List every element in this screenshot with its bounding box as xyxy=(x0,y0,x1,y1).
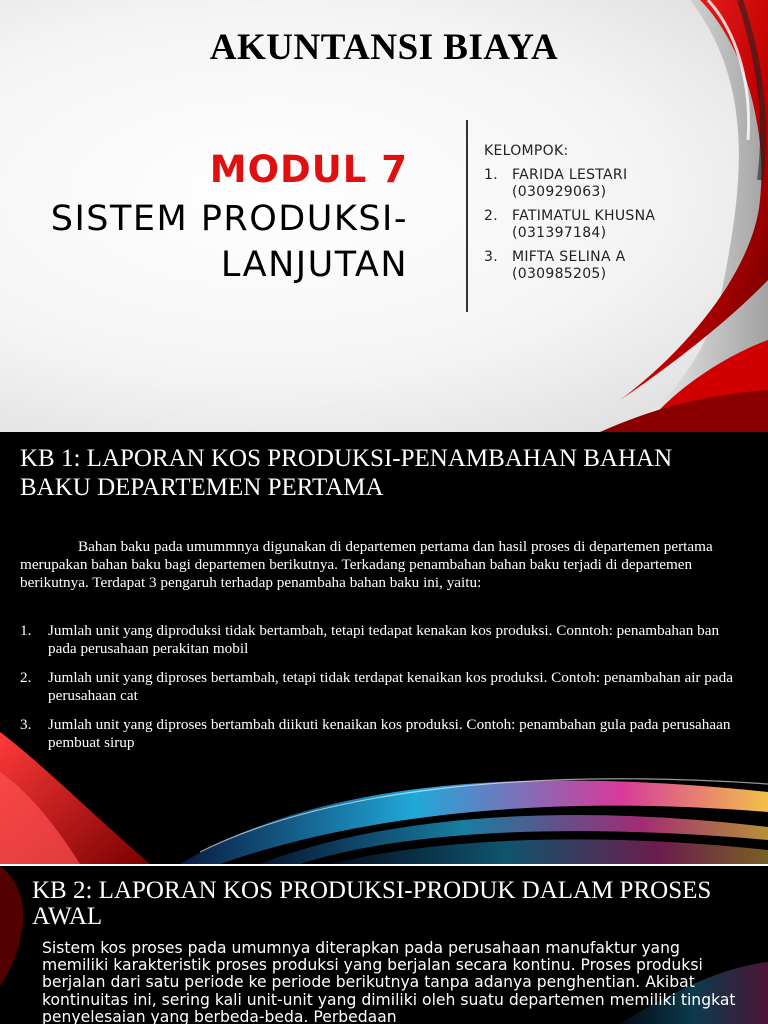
slide-kb1 xyxy=(0,432,768,864)
subtitle-line: SISTEM PRODUKSI- xyxy=(50,199,408,239)
member-name: FATIMATUL KHUSNA xyxy=(512,208,656,224)
member-text xyxy=(512,208,655,242)
member-item xyxy=(484,208,684,242)
member-id: (031397184) xyxy=(512,225,607,241)
member-text xyxy=(512,249,625,283)
member-item xyxy=(484,249,684,283)
list-number: 2. xyxy=(20,669,32,686)
member-number: 1. xyxy=(484,167,498,183)
member-text xyxy=(512,167,627,201)
course-title: AKUNTANSI BIAYA xyxy=(209,27,559,68)
effects-list xyxy=(20,622,748,763)
list-item xyxy=(20,716,748,752)
list-text: Jumlah unit yang diproses bertambah, tetapi tidak terdapat kenaikan kos produksi. Contoh: penambahan air pada perusahaan cat xyxy=(48,669,733,704)
slide-title xyxy=(0,0,768,432)
list-item xyxy=(20,669,748,705)
member-name: FARIDA LESTARI xyxy=(512,167,628,183)
member-id: (030985205) xyxy=(512,266,607,282)
group-members xyxy=(484,143,684,290)
list-text: Jumlah unit yang diproses bertambah diikuti kenaikan kos produksi. Contoh: penambahan gula pada perusahaan pembuat sirup xyxy=(48,716,731,751)
module-label: MODUL 7 xyxy=(209,148,408,191)
module-subtitle xyxy=(0,196,408,288)
intro-paragraph: Bahan baku pada umummnya digunakan di departemen pertama dan hasil proses di departemen pertama merupakan bahan baku bagi departemen berikutnya. Terkadang penambahan bahan baku terjadi di departemen berikutnya. Terdapat 3 pengaruh terhadap penambaha bahan baku ini, yaitu: xyxy=(20,538,713,591)
member-number: 2. xyxy=(484,208,498,224)
section-heading: KB 2: LAPORAN KOS PRODUKSI-PRODUK DALAM PROSES AWAL xyxy=(32,877,712,930)
subtitle-line: LANJUTAN xyxy=(220,245,408,285)
divider-line xyxy=(466,120,468,312)
member-item xyxy=(484,167,684,201)
list-number: 1. xyxy=(20,622,32,639)
slide-kb2 xyxy=(0,866,768,1024)
member-id: (030929063) xyxy=(512,184,607,200)
list-text: Jumlah unit yang diproduksi tidak bertambah, tetapi tedapat kenakan kos produksi. Conntoh: penambahan ban pada perusahaan perakitan mobil xyxy=(48,622,720,657)
list-number: 3. xyxy=(20,716,32,733)
member-name: MIFTA SELINA A xyxy=(512,249,626,265)
group-label: KELOMPOK: xyxy=(484,143,569,159)
body-paragraph: Sistem kos proses pada umumnya diterapkan pada perusahaan manufaktur yang memiliki karakteristik proses produksi yang berjalan secara kontinu. Proses produksi berjalan dari satu periode ke periode berikutnya tanpa adanya penghentian. Akibat kontinuitas ini, sering kali unit-unit yang dimiliki oleh suatu departemen memiliki tingkat penyelesaian yang berbeda-beda. Perbedaan xyxy=(42,939,736,1024)
section-heading: KB 1: LAPORAN KOS PRODUKSI-PENAMBAHAN BAHAN BAKU DEPARTEMEN PERTAMA xyxy=(20,445,673,501)
list-item xyxy=(20,622,748,658)
member-number: 3. xyxy=(484,249,498,265)
